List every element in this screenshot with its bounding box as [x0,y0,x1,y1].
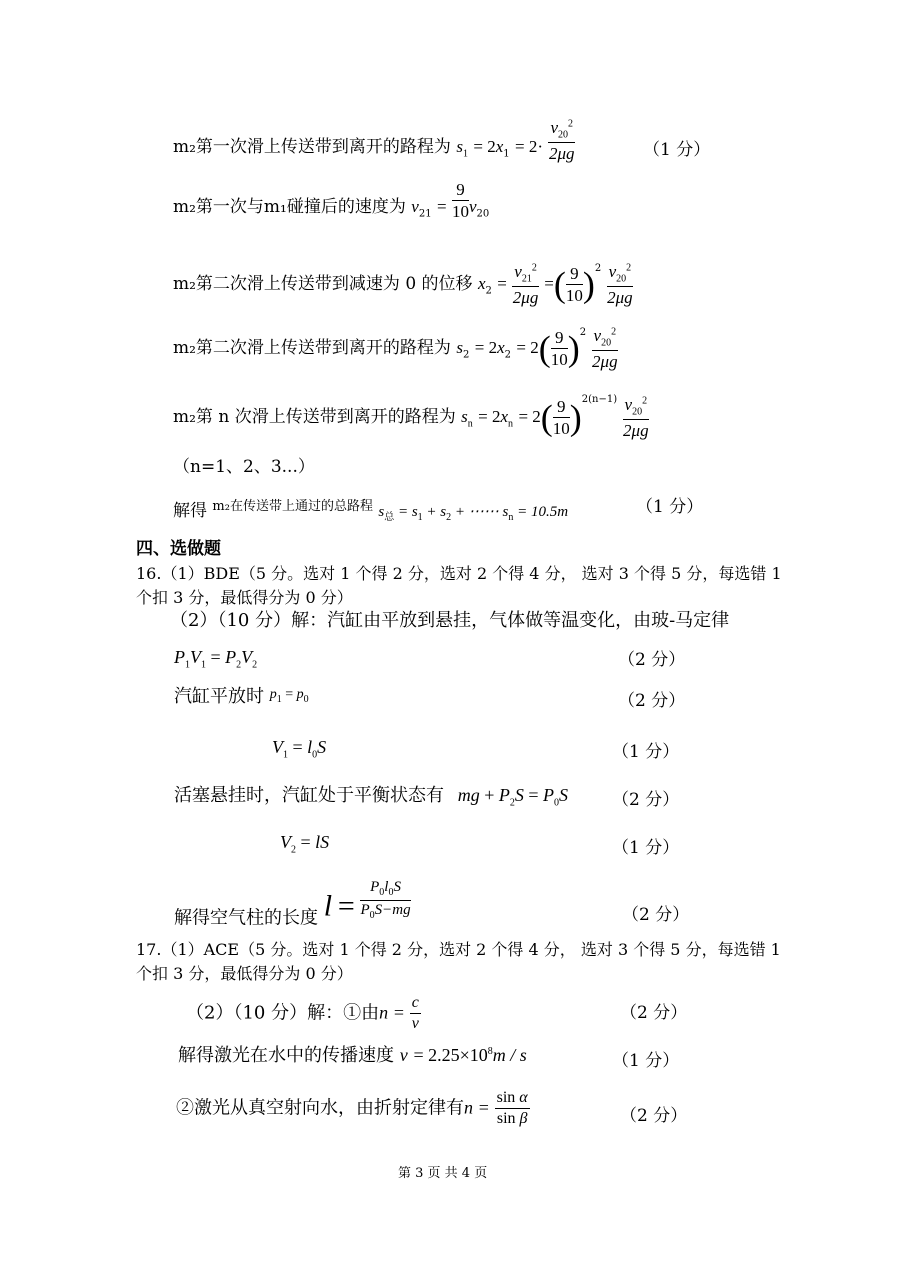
section-title: 四、选做题 [136,539,221,559]
score: （2 分） [612,790,680,810]
line-hang-state: 活塞悬挂时，汽缸处于平衡状态有 mg + $P_2S = P_0S$ [174,785,569,809]
line-displacement-second: m₂第二次滑上传送带到减速为 0 的位移 $x_2$ = $\frac{v_{21}^2}{2\mu g}$ =( $\frac{9}{10}$ )$^2$ $\frac{v_{20}^2}{2\mu g}$ [173,262,633,308]
score: （2 分） [622,905,690,925]
line-flat-state: 汽缸平放时 $^{p_1 = p_0}$ [174,686,309,707]
line-refraction: ②激光从真空射向水，由折射定律有n = $\frac{\text{sin α}}{\text{sin β}}$ [176,1089,528,1127]
score: （1 分） [636,497,704,517]
score: （2 分） [620,1003,688,1023]
line-path-first: m₂第一次滑上传送带到离开的路程为 $s_1 = 2x_1 = 2\cdot$ $\frac{v_{20}^2}{2\mu g}$ [173,118,575,164]
line-path-nth: m₂第 n 次滑上传送带到离开的路程为 $s_n = 2x_n = 2$( $\frac{9}{10}$ )$^{2(n-1)}$ $\frac{v_{20}^2}{2\mu g}$ [173,394,649,441]
score: （2 分） [618,691,686,711]
line-path-second: m₂第二次滑上传送带到离开的路程为 $s_2 = 2x_2 = 2$( $\frac{9}{10}$ )$^2$ $\frac{v_{20}^2}{2\mu g}$ [173,326,618,372]
line-total-path: 解得 $^{m_2在传送带上通过的总路程}$ $s_总 = s_1 + s_2$ + ⋯⋯ $s_n = 10.5m$ [173,499,569,523]
line-result-length: 解得空气柱的长度 l = $\frac{P_0l_0S}{P_0S-mg}$ [174,879,411,929]
q17-part2: （2）（10 分）解：①由n = $\frac{c}{v}$ [186,994,419,1032]
score: （2 分） [618,650,686,670]
q16-part2: （2）（10 分）解：汽缸由平放到悬挂，气体做等温变化，由玻-马定律 [170,610,730,631]
score: （2 分） [620,1106,688,1126]
q17-part1-cont: 个扣 3 分，最低得分为 0 分） [136,964,353,983]
score: （1 分） [612,742,680,762]
line-n-values: （n=1、2、3...） [173,457,315,477]
score: （1 分） [612,1051,680,1071]
q17-part1: 17.（1）ACE（5 分。选对 1 个得 2 分，选对 2 个得 4 分， 选对 3 个得 5 分，每选错 1 [136,940,781,959]
line-speed-in-water: 解得激光在水中的传播速度 $v = 2.25\times 10^8m / s$ [178,1045,527,1066]
line-velocity-after-collision: m₂第一次与m₁碰撞后的速度为 $v_{21}$ = $\frac{9}{10}$ $v_{20}$ [173,180,490,221]
equation-boyle: $P_1V_1 = P_2V_2$ [174,647,258,671]
q16-part1-cont: 个扣 3 分，最低得分为 0 分） [136,588,353,607]
score: （1 分） [643,140,711,160]
equation-v2: $V_2$ = lS [280,832,330,856]
equation-v1: $V_1 = l_0S$ [272,737,327,761]
score: （1 分） [612,838,680,858]
page-footer: 第 3 页 共 4 页 [398,1166,488,1181]
q16-part1: 16.（1）BDE（5 分。选对 1 个得 2 分，选对 2 个得 4 分， 选对 3 个得 5 分，每选错 1 [136,564,782,583]
